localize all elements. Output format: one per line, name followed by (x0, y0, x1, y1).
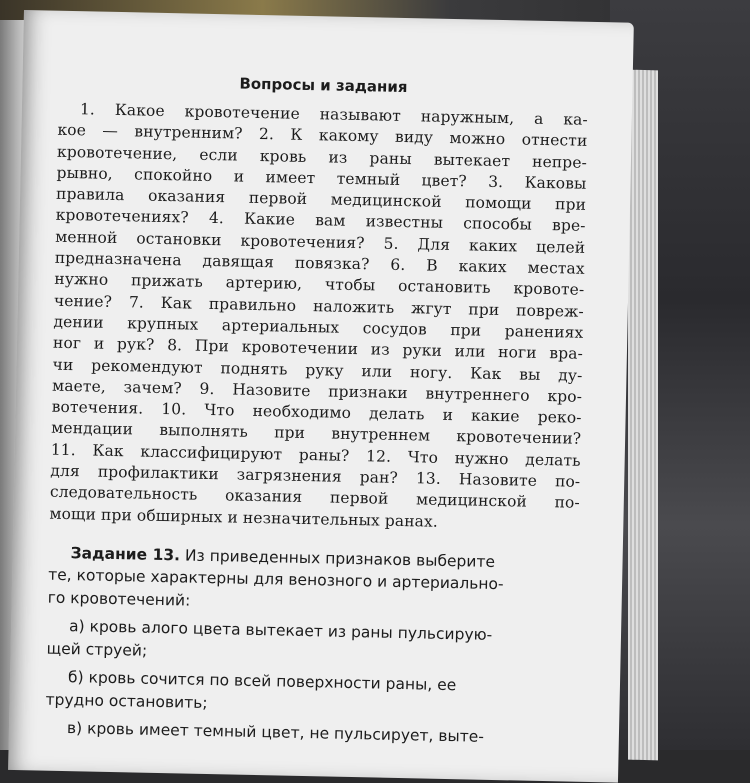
questions-line: маете, зачем? 9. Назовите признаки внутреннего кро- (51, 376, 583, 406)
questions-paragraph (49, 99, 588, 536)
questions-line: 11. Как классифицируют раны? 12. Что нужно делать (50, 440, 581, 470)
task-option-c: в) кровь имеет темный цвет, не пульсирует, выте- (66, 719, 485, 747)
questions-line: 1. Какое кровотечение называют наружным, а ка- (79, 100, 589, 129)
questions-line: менной остановки кровотечения? 5. Для каких целей (55, 227, 586, 257)
page-content (45, 71, 589, 751)
questions-line: кое — внутренним? 2. К какому виду можно отнести (57, 121, 588, 151)
task-block (45, 542, 579, 751)
task-option-b-cont: трудно остановить; (45, 690, 208, 712)
questions-line: для профилактики загрязнения ран? 13. Назовите по- (50, 461, 581, 491)
questions-line: мендации выполнять при внутреннем кровотечении? (51, 419, 582, 449)
task-intro-line: те, которые характерны для венозного и артериально- (47, 566, 504, 594)
questions-line: чи рекомендуют поднять руку или ногу. Как вы ду- (52, 355, 583, 385)
questions-line: мощи при обширных и незначительных ранах. (49, 504, 439, 531)
questions-line: правила оказания первой медицинской помощи при (55, 184, 587, 214)
task-intro-line: го кровотечений: (47, 588, 191, 610)
task-option-a-cont: щей струей; (46, 639, 148, 660)
task-option-b: б) кровь сочится по всей поверхности раны, ее (67, 668, 457, 695)
questions-line: следовательность оказания первой медицинской по- (49, 482, 580, 513)
section-heading: Вопросы и задания (239, 74, 408, 97)
questions-line: кровотечение, если кровь из раны вытекает непре- (56, 142, 588, 172)
questions-line: нужно прижать артерию, чтобы остановить кровоте- (54, 270, 585, 300)
task-title: Задание 13. (70, 544, 181, 565)
questions-line: кровотечениях? 4. Какие вам известны способы вре- (55, 206, 586, 236)
book-page (8, 10, 634, 783)
questions-line: ног и рук? 8. При кровотечении из руки или ноги вра- (52, 333, 584, 364)
questions-line: дении крупных артериальных сосудов при ранениях (53, 312, 584, 342)
task-intro-line: Из приведенных признаков выберите (184, 546, 496, 571)
questions-line: вотечения. 10. Что необходимо делать и какие реко- (51, 397, 582, 427)
questions-line: предназначена давящая повязка? 6. В каких местах (54, 248, 585, 278)
questions-line: чение? 7. Как правильно наложить жгут при повреж- (53, 291, 584, 321)
page-stack-edge (628, 70, 658, 761)
questions-line: рывно, спокойно и имеет темный цвет? 3. Каковы (56, 163, 587, 193)
task-option-a: а) кровь алого цвета вытекает из раны пульсирую- (68, 617, 493, 645)
